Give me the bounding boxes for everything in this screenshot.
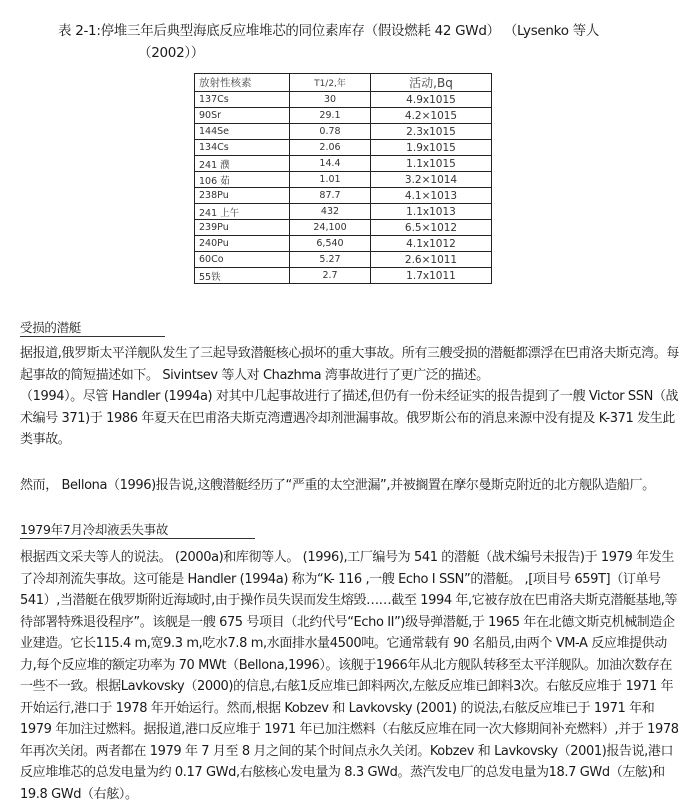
cell-activity: 6.5×1012 [371, 220, 492, 236]
cell-nuclide: 144Se [195, 124, 290, 140]
table-caption [58, 20, 678, 64]
cell-half-life: 87.7 [290, 188, 371, 204]
table-row [195, 268, 492, 284]
section-heading-damaged-submarines: 受损的潜艇 [20, 320, 165, 337]
cell-nuclide: 134Cs [195, 140, 290, 156]
table-row [195, 172, 492, 188]
cell-nuclide: 137Cs [195, 92, 290, 108]
cell-nuclide: 241 濮 [195, 156, 290, 172]
cell-activity: 4.2×1015 [371, 108, 492, 124]
cell-nuclide: 238Pu [195, 188, 290, 204]
paragraph-victor-ssn: （1994）。尽管 Handler (1994a) 对其中几起事故进行了描述,但仍有一份未经证实的报告提到了一艘 Victor SSN（战术编号 371)于 1986 年夏天在巴甫洛夫斯克湾遭遇冷却剂泄漏事故。俄罗斯公布的消息来源中没有提及 K-371 发生此类事故。 [20, 389, 679, 447]
table-row [195, 140, 492, 156]
cell-activity: 1.1x1013 [371, 204, 492, 220]
cell-nuclide: 55铁 [195, 268, 290, 284]
cell-half-life: 0.78 [290, 124, 371, 140]
cell-activity: 3.2×1014 [371, 172, 492, 188]
cell-nuclide: 90Sr [195, 108, 290, 124]
table-row [195, 188, 492, 204]
cell-activity: 4.9x1015 [371, 92, 492, 108]
cell-half-life: 1.01 [290, 172, 371, 188]
table-row [195, 92, 492, 108]
table-row [195, 252, 492, 268]
cell-nuclide: 240Pu [195, 236, 290, 252]
cell-half-life: 6,540 [290, 236, 371, 252]
cell-activity: 2.3x1015 [371, 124, 492, 140]
table-row [195, 220, 492, 236]
cell-activity: 1.1x1015 [371, 156, 492, 172]
table-header-row [195, 74, 492, 92]
cell-half-life: 2.06 [290, 140, 371, 156]
paragraph-1979-coolant-loss: 根据西文采夫等人的说法。 (2000a)和库彻等人。 (1996),工厂编号为 541 的潜艇（战术编号未报告)于 1979 年发生了冷却剂流失事故。这可能是 Handler (1994a) 称为“K- 116 ,一艘 Echo I SSN”的潜艇。 ,[项目号 659T]（订单号 541）,当潜艇在俄罗斯附近海域时,由于操作员失误而发生熔毁……截至 1994 年,它被存放在巴甫洛夫斯克潜艇基地,等待部署特殊退役程序”。该舰是一艘 675 号项目（北约代号“Echo II”)级导弹潜艇,于 1965 年在北德文斯克机械制造企业建造。它长115.4 m,宽9.3 m,吃水7.8 m,水面排水量4500吨。它通常载有 90 名船员,由两个 VM-A 反应堆提供动力,每个反应堆的额定功率为 70 MWt（Bellona,1996）。该舰于1966年从北方舰队转移至太平洋舰队。加油次数存在一些不一致。根据Lavkovsky（2000)的信息,右舷1反应堆已卸料两次,左舷反应堆已卸料3次。右舷反应堆于 1971 年开始运行,港口于 1978 年开始运行。然而,根据 Kobzev 和 Lavkovsky (2001) 的说法,右舷反应堆已于 1971 年和 1979 年加注过燃料。据报道,港口反应堆于 1971 年已加注燃料（右舷反应堆在同一次大修期间补充燃料）,并于 1978 年再次关闭。两者都在 1979 年 7 月至 8 月之间的某个时间点永久关闭。Kobzev 和 Lavkovsky（2001)报告说,港口反应堆堆芯的总发电量为约 0.17 GWd,右舷核心发电量为 8.3 GWd。蒸汽发电厂的总发电量为18.7 GWd（左舷)和19.8 GWd（右舷）。 [20, 550, 679, 802]
table-row [195, 156, 492, 172]
cell-nuclide: 241 上午 [195, 204, 290, 220]
isotope-inventory-table [194, 73, 492, 284]
caption-line-1: 表 2-1:停堆三年后典型海底反应堆堆芯的同位素库存（假设燃耗 42 GWd） （Lysenko 等人 [58, 23, 600, 39]
header-activity: 活动,Bq [371, 74, 492, 92]
cell-nuclide: 60Co [195, 252, 290, 268]
caption-line-2: （2002）） [138, 45, 205, 61]
paragraph-bellona-report: 然而， Bellona（1996)报告说,这艘潜艇经历了“严重的太空泄漏”,并被搁置在摩尔曼斯克附近的北方舰队造船厂。 [20, 478, 655, 493]
cell-half-life: 30 [290, 92, 371, 108]
section-heading-1979-coolant-loss: 1979年7月冷却液丢失事故 [20, 522, 255, 539]
header-nuclide: 放射性核素 [195, 74, 290, 92]
table-row [195, 236, 492, 252]
paragraph-damaged-submarines-intro: 据报道,俄罗斯太平洋舰队发生了三起导致潜艇核心损坏的重大事故。所有三艘受损的潜艇都漂浮在巴甫洛夫斯克湾。每起事故的简短描述如下。 Sivintsev 等人对 Chazhma 湾事故进行了更广泛的描述。 [20, 346, 679, 383]
table-row [195, 204, 492, 220]
cell-activity: 4.1x1012 [371, 236, 492, 252]
cell-activity: 4.1×1013 [371, 188, 492, 204]
header-half-life: T1/2,年 [290, 74, 371, 92]
table-row [195, 108, 492, 124]
cell-nuclide: 106 茹 [195, 172, 290, 188]
cell-half-life: 14.4 [290, 156, 371, 172]
cell-activity: 2.6×1011 [371, 252, 492, 268]
cell-half-life: 29.1 [290, 108, 371, 124]
cell-half-life: 5.27 [290, 252, 371, 268]
cell-half-life: 24,100 [290, 220, 371, 236]
cell-nuclide: 239Pu [195, 220, 290, 236]
cell-half-life: 2.7 [290, 268, 371, 284]
table-row [195, 124, 492, 140]
cell-activity: 1.9x1015 [371, 140, 492, 156]
cell-half-life: 432 [290, 204, 371, 220]
cell-activity: 1.7x1011 [371, 268, 492, 284]
